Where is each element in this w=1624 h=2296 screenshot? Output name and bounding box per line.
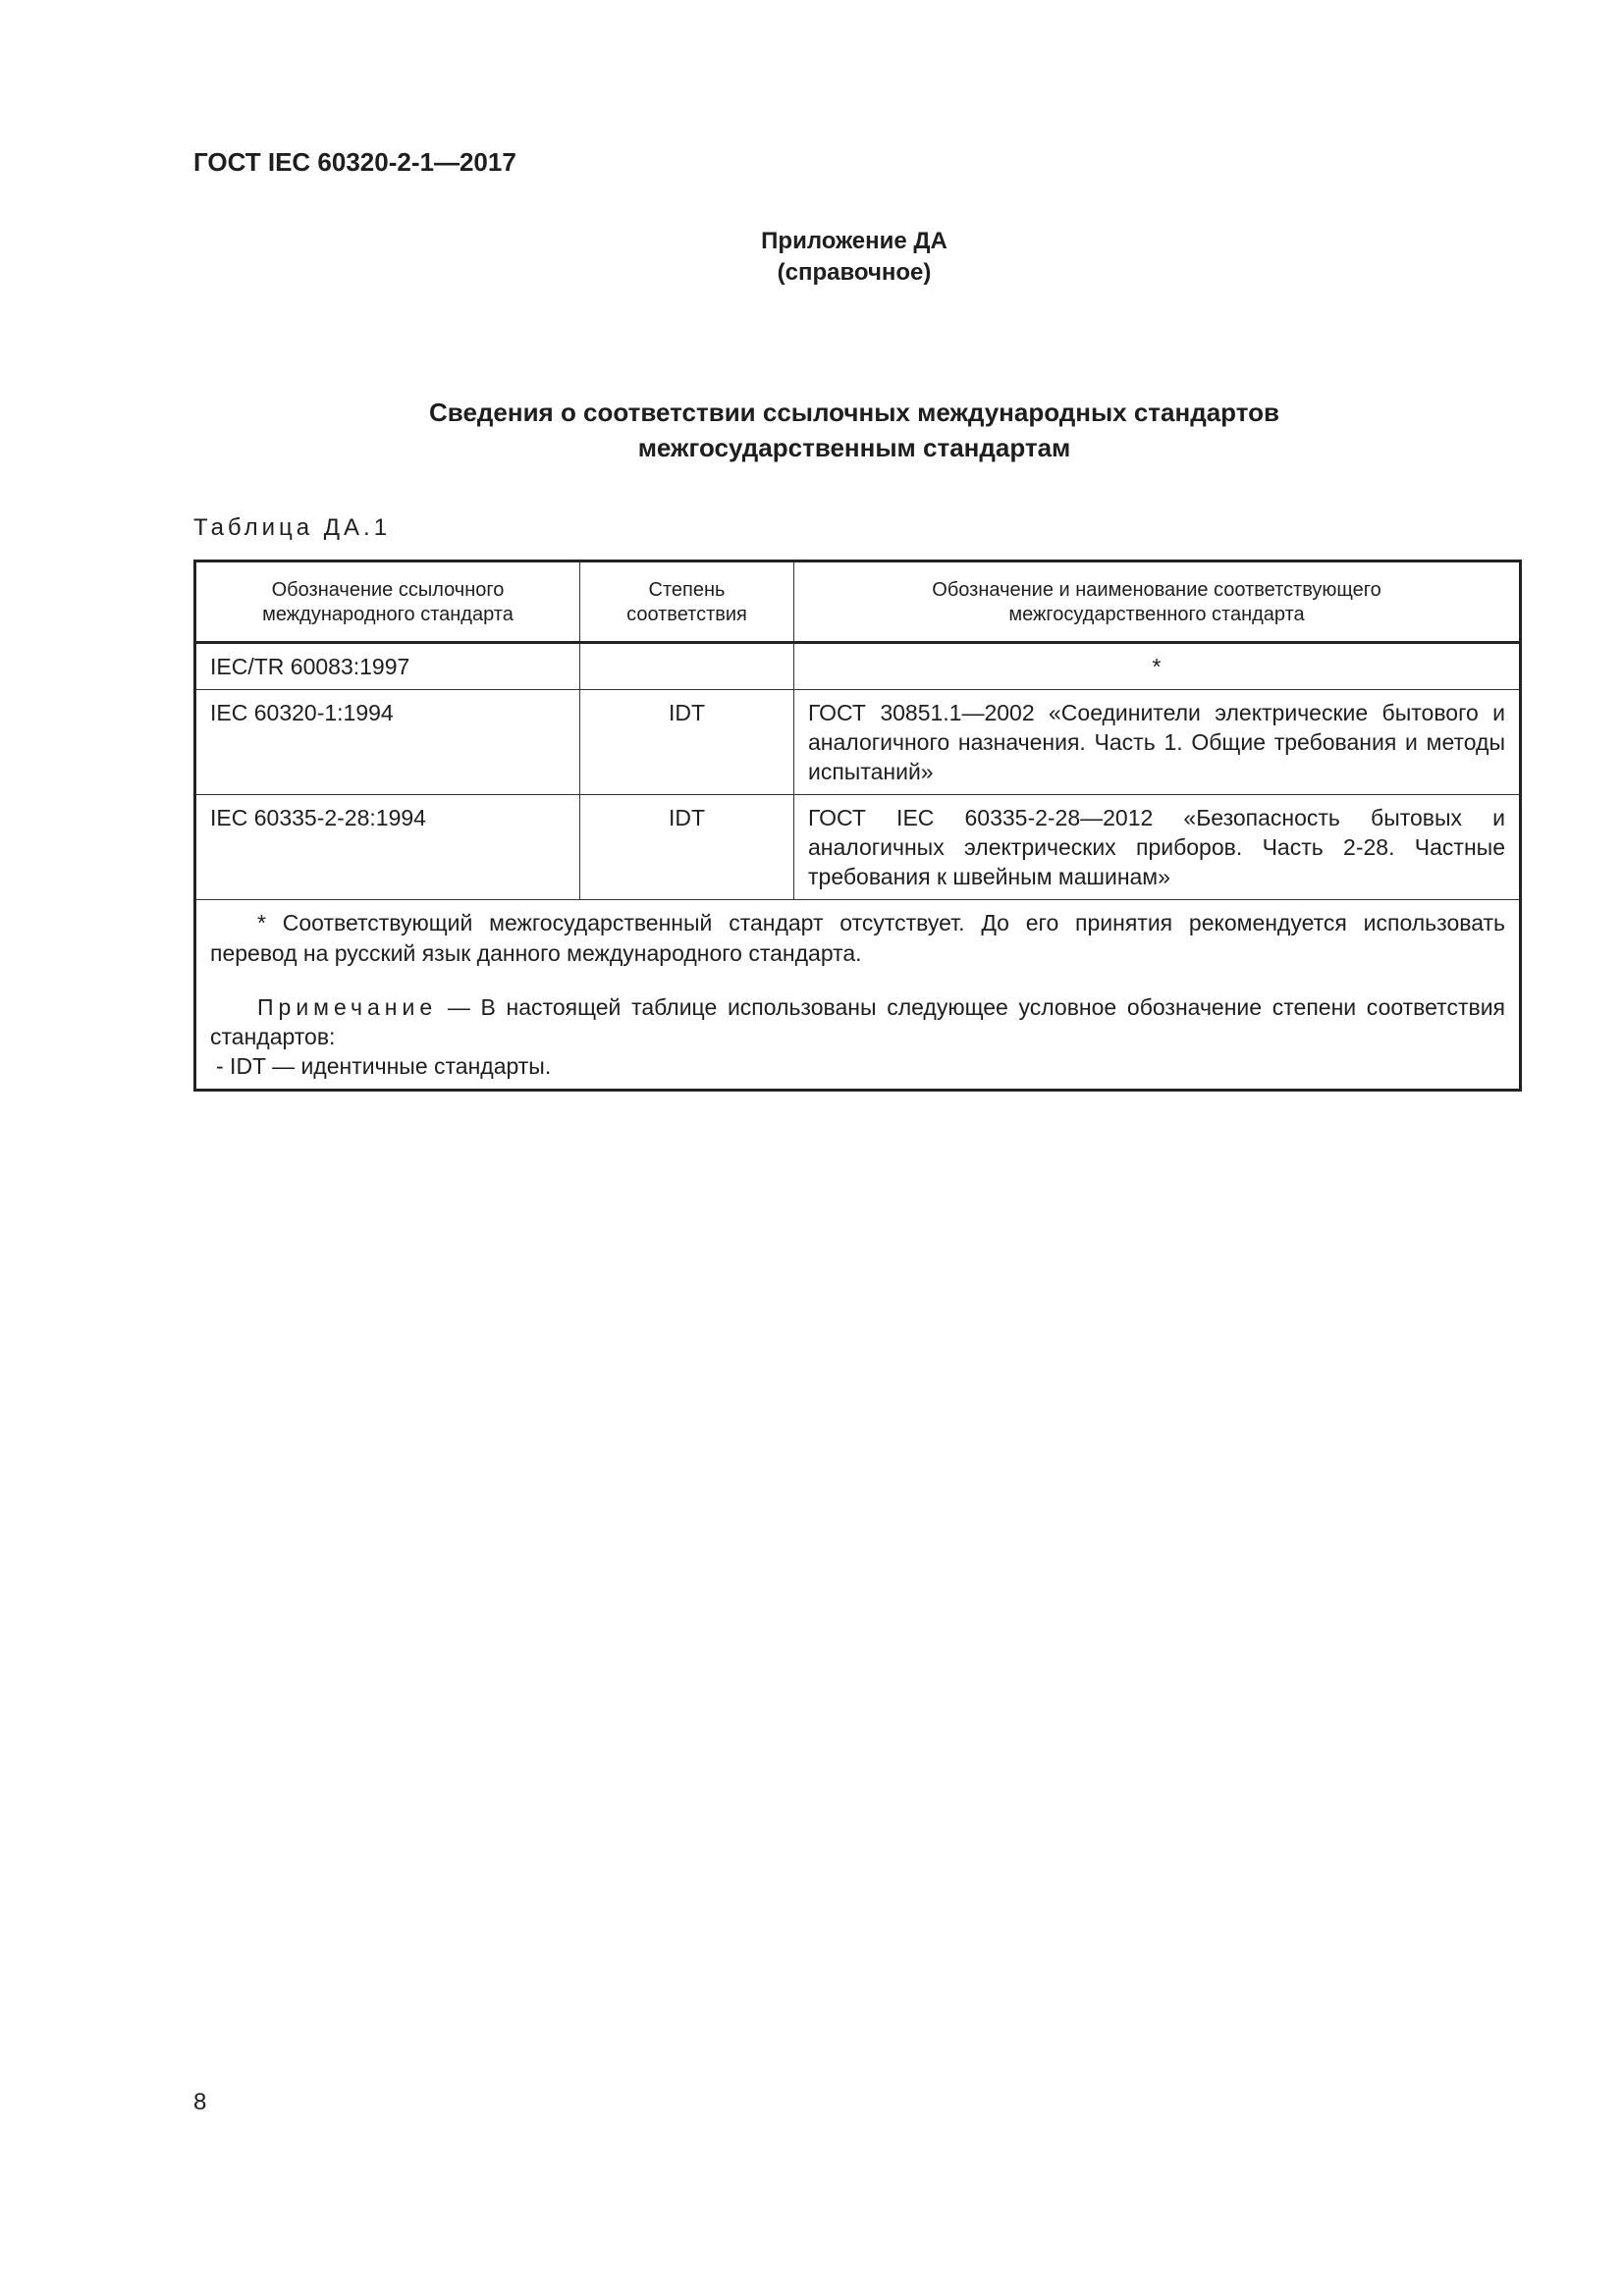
cell-degree: IDT	[580, 795, 794, 900]
header-national-standard	[794, 561, 1521, 643]
document-code: ГОСТ IEC 60320-2-1—2017	[193, 147, 516, 177]
table-note	[210, 992, 1505, 1051]
annex-heading	[0, 226, 1624, 289]
table-caption: Таблица ДА.1	[193, 514, 392, 541]
cell-degree: IDT	[580, 690, 794, 795]
header-degree-line1: Степень	[648, 579, 726, 601]
table-row	[195, 690, 1521, 795]
table-row	[195, 643, 1521, 690]
note-text: — В настоящей таблице использованы следующее условное обозначение степени соответствия стандартов:	[210, 994, 1505, 1049]
table-row	[195, 795, 1521, 900]
table-notes	[195, 900, 1521, 1091]
cell-national: ГОСТ IEC 60335-2-28—2012 «Безопасность бытовых и аналогичных электрических приборов. Часть 2-28. Частные требования к швейным машинам»	[794, 795, 1521, 900]
table-footnote: * Соответствующий межгосударственный стандарт отсутствует. До его принятия рекомендуется использовать перевод на русский язык данного международного стандарта.	[210, 910, 1505, 966]
header-national-line2: межгосударственного стандарта	[1008, 604, 1305, 625]
section-title	[0, 395, 1624, 465]
page-number: 8	[193, 2089, 207, 2115]
cell-ref: IEC 60320-1:1994	[195, 690, 580, 795]
cell-national: ГОСТ 30851.1—2002 «Соединители электрические бытового и аналогичного назначения. Часть 1. Общие требования и методы испытаний»	[794, 690, 1521, 795]
header-ref-line1: Обозначение ссылочного	[271, 579, 505, 601]
cell-ref: IEC/TR 60083:1997	[195, 643, 580, 690]
header-degree-line2: соответствия	[626, 604, 747, 625]
annex-title: Приложение ДА	[761, 228, 947, 254]
header-degree	[580, 561, 794, 643]
section-title-line2: межгосударственным стандартам	[637, 433, 1071, 462]
header-ref-line2: международного стандарта	[262, 604, 514, 625]
table-header-row	[195, 561, 1521, 643]
cell-degree	[580, 643, 794, 690]
cell-national: *	[794, 643, 1521, 690]
header-ref-standard	[195, 561, 580, 643]
standards-table	[193, 560, 1522, 1092]
table-footer-row	[195, 900, 1521, 1091]
section-title-line1: Сведения о соответствии ссылочных международных стандартов	[429, 398, 1279, 427]
cell-ref: IEC 60335-2-28:1994	[195, 795, 580, 900]
header-national-line1: Обозначение и наименование соответствующего	[932, 579, 1381, 601]
note-item: - IDT — идентичные стандарты.	[216, 1053, 552, 1079]
note-label: Примечание	[257, 994, 438, 1020]
annex-type: (справочное)	[777, 259, 932, 286]
